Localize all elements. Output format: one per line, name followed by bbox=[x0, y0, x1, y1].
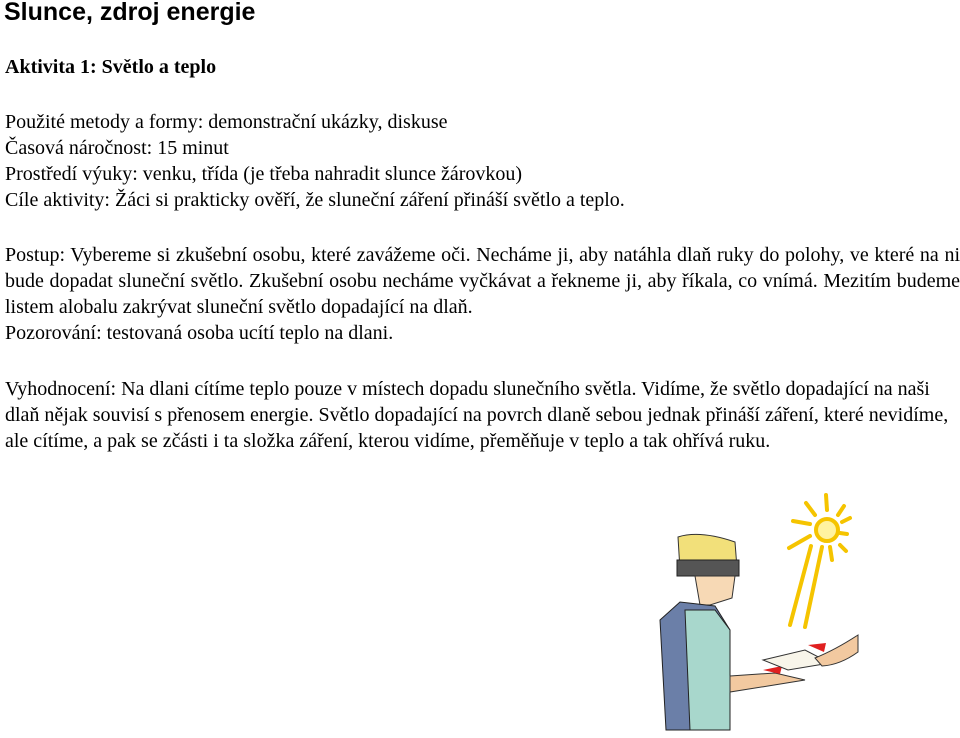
document-title: Slunce, zdroj energie bbox=[4, 0, 256, 26]
procedure-paragraph: Postup: Vybereme si zkušební osobu, které zavážeme oči. Necháme ji, aby natáhla dlaň ruky do polohy, ve které na ni bude dopadat sluneční světlo. Zkušební osobu necháme vyčkávat a řekneme ji, aby říkala, co vnímá. Mezitím budeme listem alobalu zakrývat sluneční světlo dopadající na dlaň. bbox=[5, 244, 960, 318]
environment-line: Prostředí výuky: venku, třída (je třeba nahradit slunce žárovkou) bbox=[5, 163, 523, 185]
evaluation-paragraph: Vyhodnocení: Na dlani cítíme teplo pouze v místech dopadu slunečního světla. Vidíme, že světlo dopadající na naši dlaň nějak souvisí s přenosem energie. Světlo dopadající na povrch dlaně sebou jednak přináší záření, které nevidíme, ale cítíme, a pak se zčásti i ta složka záření, kterou vidíme, přeměňuje v teplo a tak ohřívá ruku. bbox=[5, 378, 949, 452]
sun-icon bbox=[789, 495, 850, 627]
goals-line: Cíle aktivity: Žáci si prakticky ověří, že sluneční záření přináší světlo a teplo. bbox=[5, 189, 625, 211]
activity-heading: Aktivita 1: Světlo a teplo bbox=[5, 56, 217, 78]
foil-sheet-and-hand bbox=[763, 635, 858, 670]
blindfolded-boy-sun-illustration bbox=[640, 480, 960, 738]
observation-line: Pozorování: testovaná osoba ucítí teplo na dlani. bbox=[5, 322, 394, 344]
methods-line: Použité metody a formy: demonstrační ukázky, diskuse bbox=[5, 111, 448, 133]
activity-meta bbox=[5, 109, 960, 213]
boy-figure bbox=[660, 534, 805, 730]
procedure-section bbox=[5, 242, 960, 346]
duration-line: Časová náročnost: 15 minut bbox=[5, 137, 229, 159]
